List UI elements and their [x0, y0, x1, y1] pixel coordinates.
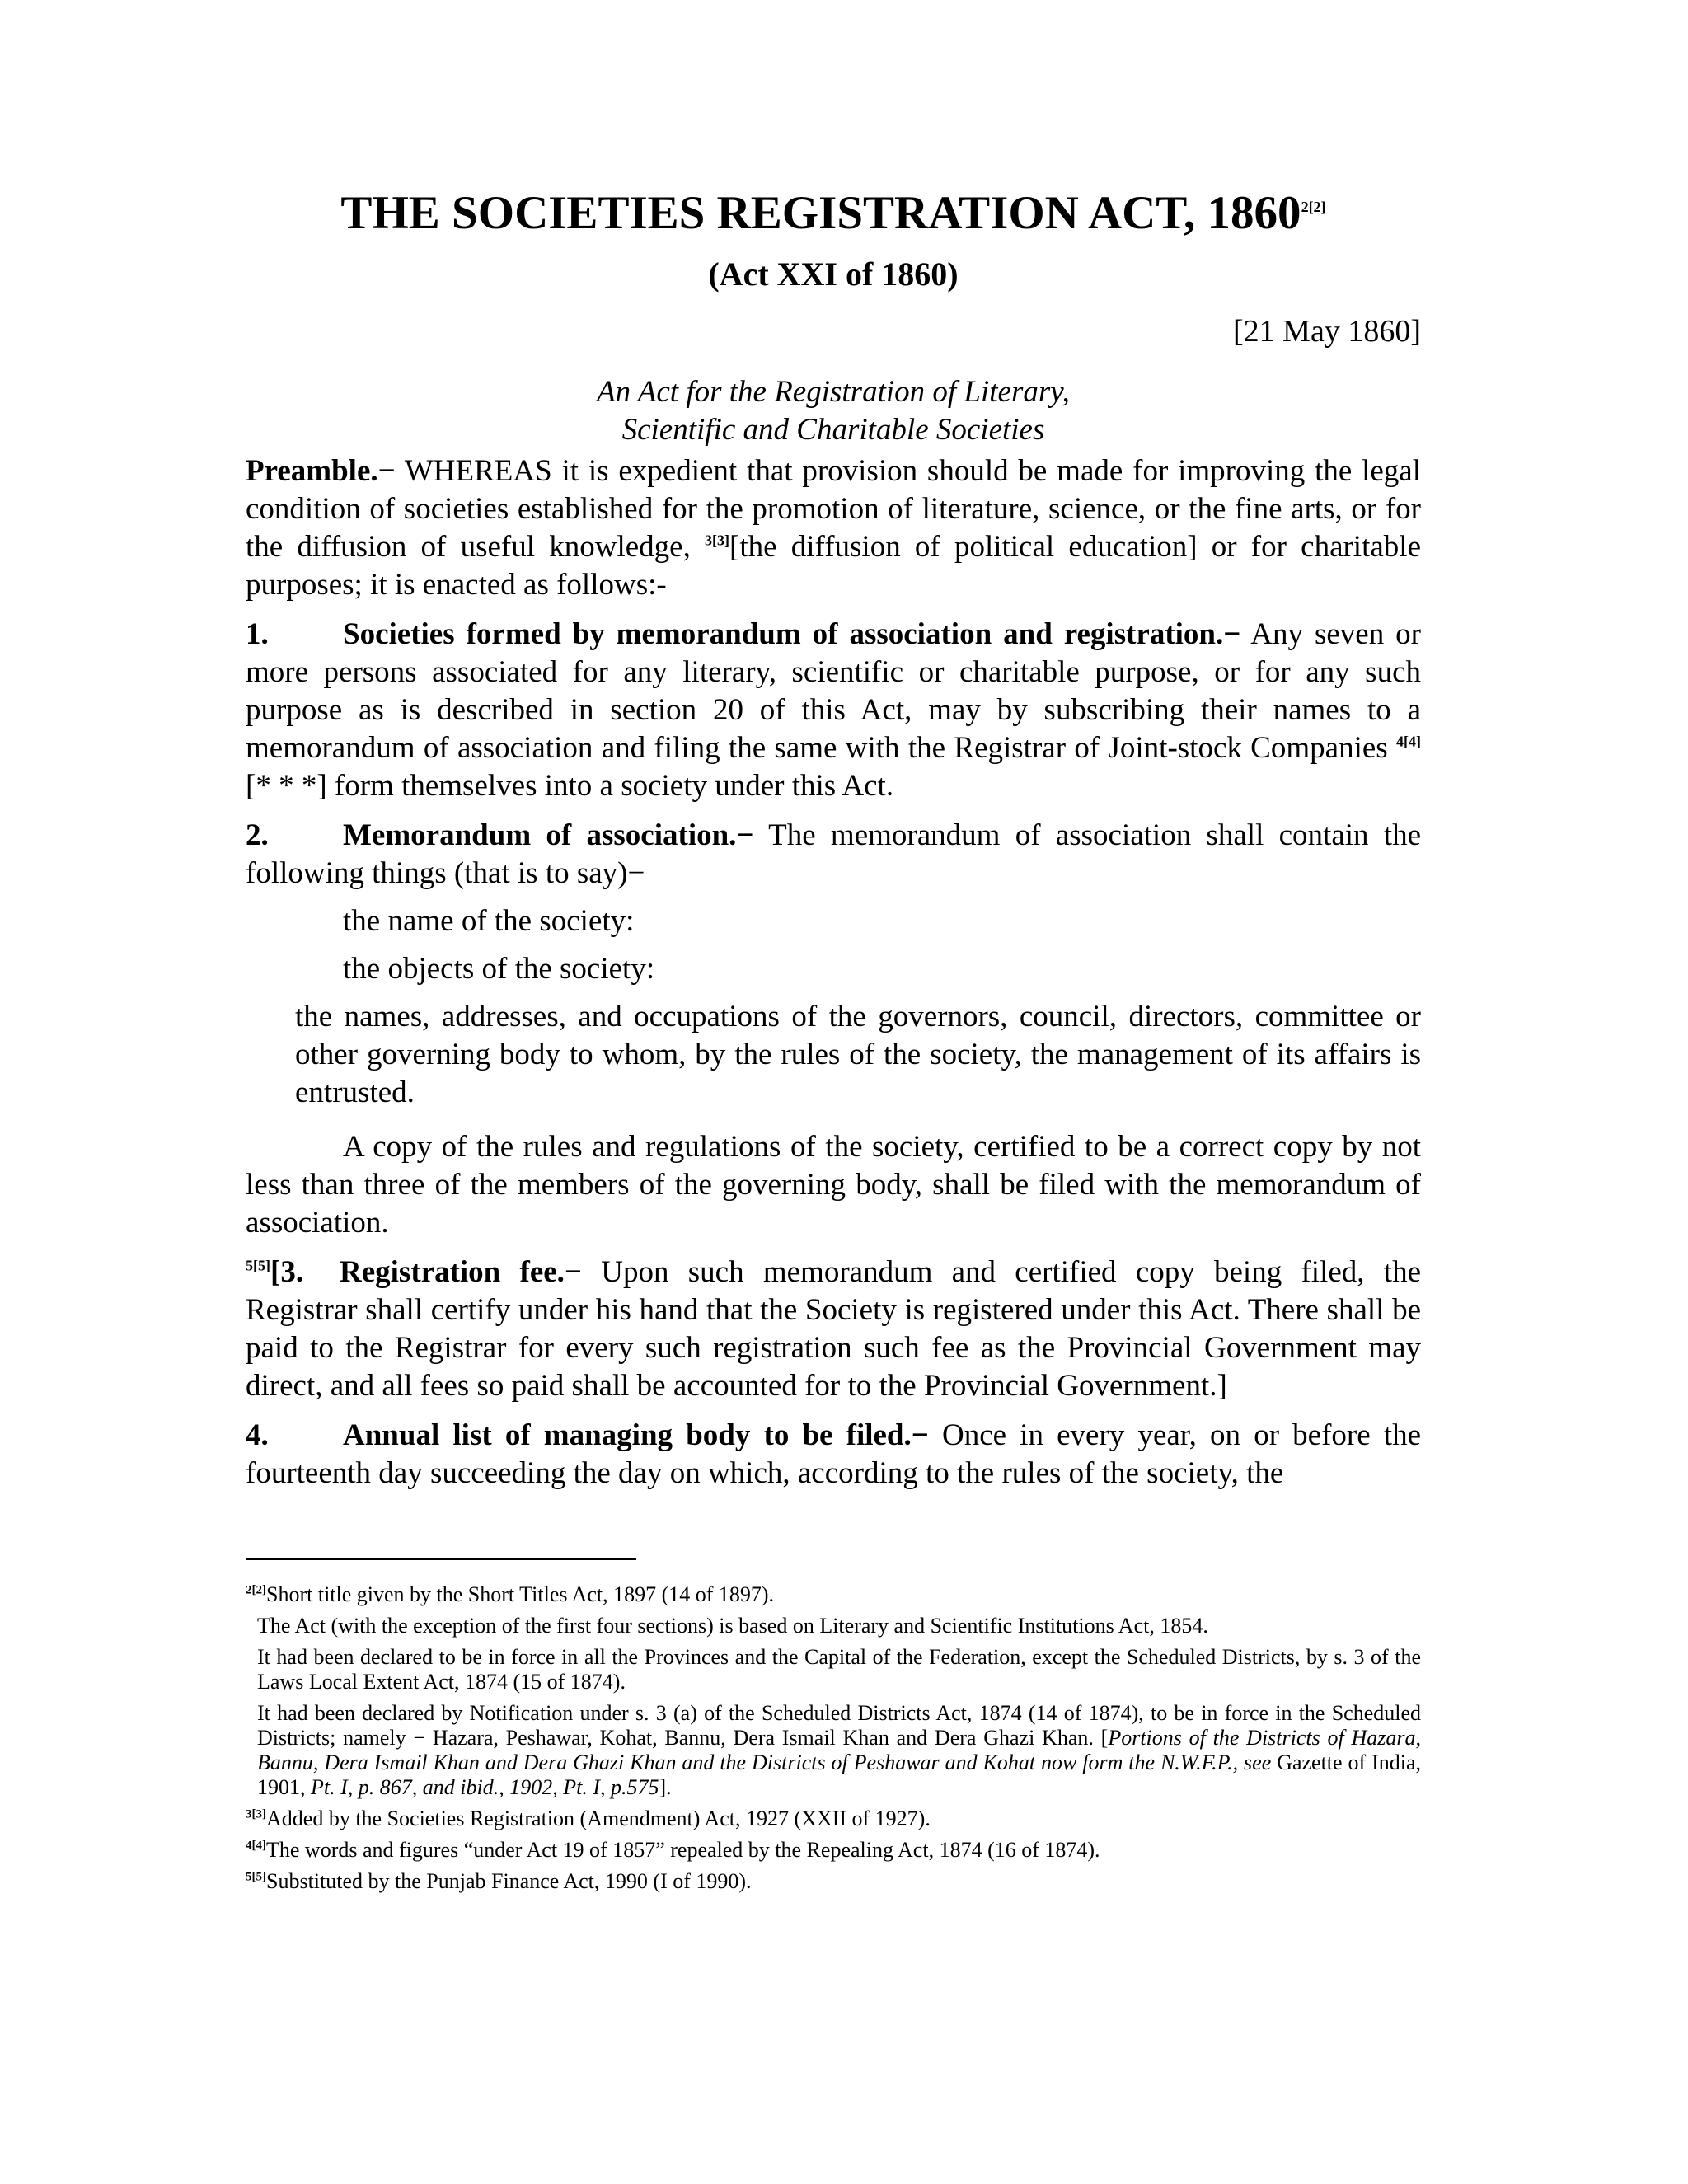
footnote-ref-5[interactable]: 5[5]	[246, 1257, 270, 1274]
section-number: 2.	[246, 818, 269, 852]
section-2: 2. Memorandum of association.− The memorandum of association shall contain the following things (that is to say)−	[246, 818, 1422, 890]
act-date: [21 May 1860]	[1233, 314, 1421, 349]
section-number: [3.	[270, 1255, 304, 1289]
section-heading: Memorandum of association.−	[343, 818, 754, 852]
list-item: the objects of the society:	[343, 952, 655, 986]
title-footnote-ref[interactable]: 2[2]	[1301, 199, 1326, 215]
section-1: 1. Societies formed by memorandum of association and registration.− Any seven or more persons associated for any literary, scientific or charitable purpose, or for any such purpose as is described in section 20 of this Act, may by subscribing their names to a memorandum of association and filing the same with the Registrar of Joint-stock Companies $^{4[4]}$[* * *] form themselves into a society under this Act.	[246, 617, 1422, 803]
footnote-2-note: It had been declared to be in force in all the Provinces and the Capital of the Federation, except the Scheduled Districts, by s. 3 of the Laws Local Extent Act, 1874 (15 of 1874).	[257, 1645, 1421, 1694]
section-heading: Registration fee.−	[340, 1255, 583, 1289]
footnote-divider	[246, 1558, 636, 1560]
footnote-2-note: It had been declared by Notification under s. 3 (a) of the Scheduled Districts Act, 1874 (14 of 1874), to be in force in the Scheduled Districts; namely − Hazara, Peshawar, Kohat, Bannu, Dera Ismail Khan and Dera Ghazi Khan. [Portions of the Districts of Hazara, Bannu, Dera Ismail Khan and Dera Ghazi Khan and the Districts of Peshawar and Kohat now form the N.W.F.P., see Gazette of India, 1901, Pt. I, p. 867, and ibid., 1902, Pt. I, p.575].	[257, 1701, 1422, 1799]
act-number: (Act XXI of 1860)	[708, 255, 959, 293]
footnote-5: $^{5[5]}$Substituted by the Punjab Finance Act, 1990 (I of 1990).	[246, 1869, 752, 1893]
footnote-ref-4[interactable]: 4[4]	[1396, 733, 1421, 750]
footnote-4: $^{4[4]}$The words and figures “under Act 19 of 1857” repealed by the Repealing Act, 1874 (16 of 1874).	[246, 1838, 1100, 1862]
section-2-paragraph: A copy of the rules and regulations of the society, certified to be a correct copy by not less than three of the members of the governing body, shall be filed with the memorandum of association.	[246, 1130, 1421, 1240]
footnote-ref-3[interactable]: 3[3]	[705, 532, 730, 549]
footnote-3: $^{3[3]}$Added by the Societies Registration (Amendment) Act, 1927 (XXII of 1927).	[246, 1807, 931, 1830]
section-number: 4.	[246, 1418, 269, 1452]
footnotes	[246, 1582, 1421, 1900]
list-item: the name of the society:	[343, 904, 635, 938]
section-heading: Annual list of managing body to be filed.−	[343, 1418, 929, 1452]
long-title: An Act for the Registration of Literary, Scientific and Charitable Societies	[597, 375, 1070, 447]
preamble-heading: Preamble.−	[246, 454, 396, 488]
section-heading: Societies formed by memorandum of association and registration.−	[343, 617, 1241, 651]
footnote-2: $^{2[2]}$Short title given by the Short Titles Act, 1897 (14 of 1897).	[246, 1582, 775, 1606]
preamble: Preamble.− WHEREAS it is expedient that provision should be made for improving the legal condition of societies established for the promotion of literature, science, or the fine arts, or for the diffusion of useful knowledge, $^{3[3]}$[the diffusion of political education] or for charitable purposes; it is enacted as follows:-	[246, 454, 1421, 602]
footnote-2-note: The Act (with the exception of the first four sections) is based on Literary and Scientific Institutions Act, 1854.	[257, 1614, 1208, 1638]
act-title: THE SOCIETIES REGISTRATION ACT, $1860^{2[2]}$	[340, 187, 1326, 239]
list-item: the names, addresses, and occupations of the governors, council, directors, committee or other governing body to whom, by the rules of the society, the management of its affairs is entrusted.	[295, 1000, 1421, 1109]
section-4: 4. Annual list of managing body to be filed.− Once in every year, on or before the fourteenth day succeeding the day on which, according to the rules of the society, the	[246, 1418, 1421, 1490]
section-3: $^{5[5]}$[3. Registration fee.− Upon such memorandum and certified copy being filed, the Registrar shall certify under his hand that the Society is registered under this Act. There shall be paid to the Registrar for every such registration such fee as the Provincial Government may direct, and all fees so paid shall be accounted for to the Provincial Government.]	[246, 1255, 1421, 1403]
section-number: 1.	[246, 617, 269, 651]
document-body	[246, 187, 1422, 1493]
